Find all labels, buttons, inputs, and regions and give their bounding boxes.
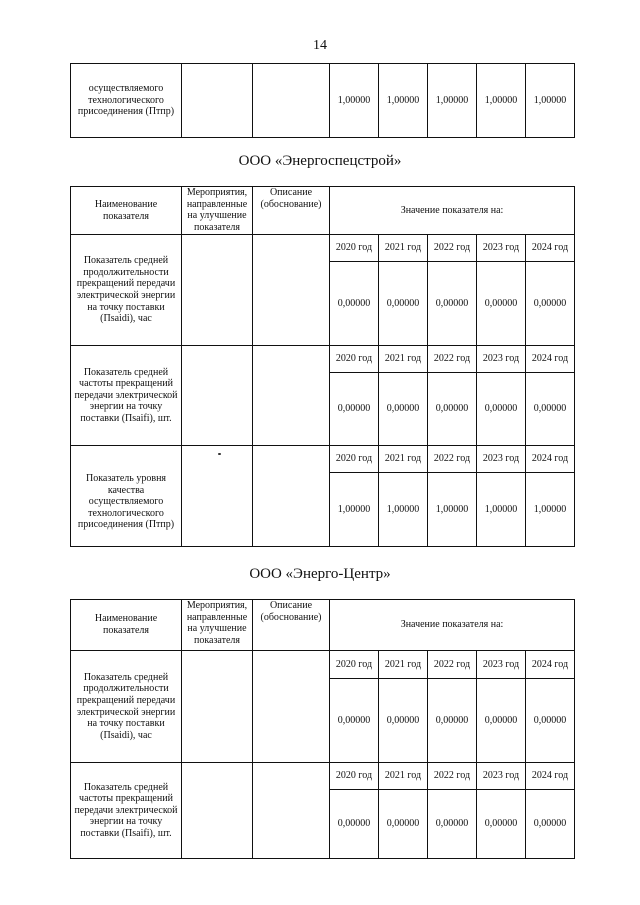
year-cell: 2020 год [330,346,379,373]
value-cell: 0,00000 [379,679,428,763]
year-cell: 2023 год [477,346,526,373]
year-cell: 2020 год [330,235,379,262]
description-cell [253,64,330,138]
value-cell: 0,00000 [477,373,526,446]
year-cell: 2021 год [379,346,428,373]
measures-cell [182,763,253,859]
value-cell: 1,00000 [379,64,428,138]
scan-speck [218,453,221,455]
value-cell: 0,00000 [526,373,575,446]
year-cell: 2020 год [330,763,379,790]
description-cell [253,763,330,859]
indicators-table [70,599,575,859]
value-cell: 0,00000 [330,373,379,446]
value-cell: 1,00000 [428,64,477,138]
description-cell [253,346,330,446]
description-cell [253,235,330,346]
year-cell: 2023 год [477,651,526,679]
measures-cell [182,651,253,763]
year-cell: 2023 год [477,763,526,790]
value-cell: 1,00000 [379,473,428,547]
year-cell: 2021 год [379,235,428,262]
year-cell: 2024 год [526,651,575,679]
value-cell: 0,00000 [477,790,526,859]
value-cell: 0,00000 [526,262,575,346]
measures-cell [182,64,253,138]
year-cell: 2022 год [428,235,477,262]
year-cell: 2023 год [477,235,526,262]
organization-heading: ООО «Энерго-Центр» [249,566,391,582]
header-measures: Мероприятия, направленные на улучшение показателя [182,187,253,235]
value-cell: 0,00000 [428,262,477,346]
value-cell: 1,00000 [330,473,379,547]
value-cell: 0,00000 [330,790,379,859]
indicator-name-cell: Показатель средней продолжительности прекращений передачи электрической энергии на точку поставки (Пsaidi), час [71,651,182,763]
measures-cell [182,446,253,547]
indicator-name-cell: осуществляемого технологического присоединения (Птпр) [71,64,182,138]
value-cell: 0,00000 [428,373,477,446]
year-cell: 2023 год [477,446,526,473]
year-cell: 2021 год [379,651,428,679]
year-cell: 2024 год [526,346,575,373]
value-cell: 1,00000 [477,473,526,547]
value-cell: 0,00000 [330,679,379,763]
year-cell: 2024 год [526,235,575,262]
year-cell: 2020 год [330,651,379,679]
value-cell: 0,00000 [330,262,379,346]
header-measures: Мероприятия, направленные на улучшение показателя [182,600,253,651]
header-value: Значение показателя на: [330,187,575,235]
year-cell: 2024 год [526,446,575,473]
year-cell: 2022 год [428,763,477,790]
header-name: Наименование показателя [71,600,182,651]
value-cell: 1,00000 [428,473,477,547]
year-cell: 2022 год [428,346,477,373]
header-name: Наименование показателя [71,187,182,235]
value-cell: 0,00000 [477,262,526,346]
indicator-name-cell: Показатель средней частоты прекращений передачи электрической энергии на точку поставки (Пsaifi), шт. [71,763,182,859]
value-cell: 1,00000 [330,64,379,138]
value-cell: 1,00000 [526,473,575,547]
year-cell: 2022 год [428,651,477,679]
year-cell: 2021 год [379,446,428,473]
header-description: Описание (обоснование) [253,187,330,235]
indicator-name-cell: Показатель средней продолжительности прекращений передачи электрической энергии на точку поставки (Пsaidi), час [71,235,182,346]
value-cell: 0,00000 [477,679,526,763]
header-description: Описание (обоснование) [253,600,330,651]
header-value: Значение показателя на: [330,600,575,651]
indicator-name-cell: Показатель уровня качества осуществляемого технологического присоединения (Птпр) [71,446,182,547]
year-cell: 2021 год [379,763,428,790]
year-cell: 2022 год [428,446,477,473]
value-cell: 0,00000 [428,679,477,763]
indicators-table [70,186,575,547]
description-cell [253,446,330,547]
value-cell: 1,00000 [477,64,526,138]
value-cell: 0,00000 [428,790,477,859]
page-number: 14 [313,38,327,53]
description-cell [253,651,330,763]
indicator-name-cell: Показатель средней частоты прекращений передачи электрической энергии на точку поставки (Пsaifi), шт. [71,346,182,446]
value-cell: 0,00000 [526,679,575,763]
year-cell: 2020 год [330,446,379,473]
measures-cell [182,235,253,346]
value-cell: 0,00000 [526,790,575,859]
measures-cell [182,346,253,446]
value-cell: 0,00000 [379,373,428,446]
value-cell: 1,00000 [526,64,575,138]
continuation-table [70,63,575,138]
value-cell: 0,00000 [379,262,428,346]
year-cell: 2024 год [526,763,575,790]
organization-heading: ООО «Энергоспецстрой» [238,153,402,169]
value-cell: 0,00000 [379,790,428,859]
